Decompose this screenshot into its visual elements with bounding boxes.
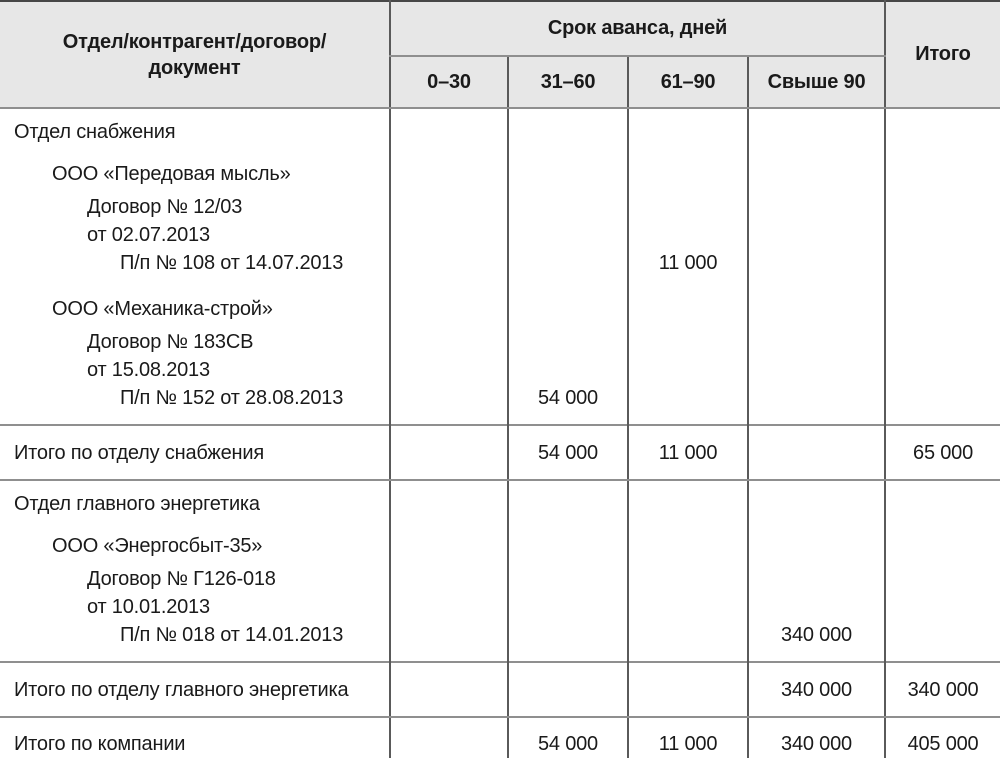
cell-bucket-31-60: [508, 193, 628, 221]
header-department-column: [0, 1, 390, 108]
table-row: [0, 356, 1000, 384]
table-header: [0, 1, 1000, 108]
cell-bucket-over-90: [748, 289, 885, 328]
cell-bucket-31-60: [508, 221, 628, 249]
cell-bucket-over-90: [748, 593, 885, 621]
cell-bucket-over-90: 340 000: [748, 662, 885, 717]
cell-bucket-61-90: [628, 662, 748, 717]
cell-bucket-0-30: [390, 425, 508, 480]
row-label: от 10.01.2013: [0, 593, 390, 621]
cell-bucket-over-90: [748, 193, 885, 221]
header-bucket-31-60: 31–60: [508, 56, 628, 108]
cell-bucket-0-30: [390, 384, 508, 425]
row-label: Договор № 12/03: [0, 193, 390, 221]
cell-bucket-0-30: [390, 221, 508, 249]
cell-total: [885, 328, 1000, 356]
cell-total: [885, 221, 1000, 249]
header-bucket-0-30: 0–30: [390, 56, 508, 108]
row-label: Итого по отделу снабжения: [0, 425, 390, 480]
cell-bucket-61-90: [628, 565, 748, 593]
row-label: от 15.08.2013: [0, 356, 390, 384]
cell-bucket-0-30: [390, 662, 508, 717]
table-row: [0, 425, 1000, 480]
cell-bucket-61-90: [628, 108, 748, 154]
cell-total: [885, 621, 1000, 662]
cell-bucket-0-30: [390, 621, 508, 662]
cell-bucket-over-90: [748, 154, 885, 193]
cell-bucket-over-90: [748, 565, 885, 593]
cell-bucket-61-90: [628, 621, 748, 662]
row-label: от 02.07.2013: [0, 221, 390, 249]
cell-bucket-61-90: 11 000: [628, 425, 748, 480]
table-row: [0, 108, 1000, 154]
cell-bucket-61-90: [628, 356, 748, 384]
cell-bucket-0-30: [390, 356, 508, 384]
cell-total: 405 000: [885, 717, 1000, 758]
cell-bucket-61-90: [628, 526, 748, 565]
cell-bucket-0-30: [390, 565, 508, 593]
row-label: П/п № 108 от 14.07.2013: [0, 249, 390, 289]
cell-total: 65 000: [885, 425, 1000, 480]
row-label: П/п № 152 от 28.08.2013: [0, 384, 390, 425]
table-row: [0, 289, 1000, 328]
header-bucket-over-90: Свыше 90: [748, 56, 885, 108]
row-label: ООО «Энергосбыт-35»: [0, 526, 390, 565]
cell-total: [885, 356, 1000, 384]
cell-bucket-over-90: [748, 221, 885, 249]
cell-bucket-61-90: [628, 289, 748, 328]
table-row: [0, 662, 1000, 717]
table-row: [0, 621, 1000, 662]
row-label: Договор № Г126-018: [0, 565, 390, 593]
cell-bucket-0-30: [390, 108, 508, 154]
row-label: Итого по компании: [0, 717, 390, 758]
cell-bucket-31-60: [508, 593, 628, 621]
cell-bucket-0-30: [390, 593, 508, 621]
cell-bucket-31-60: [508, 662, 628, 717]
table-row: [0, 328, 1000, 356]
cell-bucket-31-60: [508, 356, 628, 384]
cell-bucket-31-60: [508, 526, 628, 565]
cell-bucket-over-90: [748, 328, 885, 356]
cell-bucket-31-60: 54 000: [508, 425, 628, 480]
header-department-line2: документ: [148, 56, 241, 79]
cell-bucket-0-30: [390, 717, 508, 758]
cell-total: [885, 384, 1000, 425]
table-row: [0, 480, 1000, 526]
cell-total: [885, 565, 1000, 593]
cell-total: [885, 480, 1000, 526]
cell-bucket-over-90: [748, 249, 885, 289]
cell-bucket-61-90: [628, 593, 748, 621]
cell-bucket-over-90: 340 000: [748, 621, 885, 662]
cell-bucket-31-60: [508, 480, 628, 526]
cell-bucket-61-90: [628, 328, 748, 356]
header-bucket-61-90: 61–90: [628, 56, 748, 108]
cell-total: [885, 108, 1000, 154]
cell-bucket-over-90: [748, 480, 885, 526]
cell-bucket-over-90: [748, 425, 885, 480]
cell-bucket-0-30: [390, 526, 508, 565]
cell-bucket-0-30: [390, 154, 508, 193]
cell-bucket-61-90: [628, 193, 748, 221]
cell-bucket-61-90: [628, 221, 748, 249]
cell-total: [885, 526, 1000, 565]
table-row: [0, 221, 1000, 249]
row-label: Итого по отделу главного энергетика: [0, 662, 390, 717]
cell-bucket-61-90: 11 000: [628, 717, 748, 758]
header-advance-term-group: Срок аванса, дней: [390, 1, 885, 56]
cell-total: [885, 154, 1000, 193]
table-body: [0, 108, 1000, 758]
cell-bucket-31-60: 54 000: [508, 717, 628, 758]
row-label: Договор № 183СВ: [0, 328, 390, 356]
row-label: Отдел главного энергетика: [0, 480, 390, 526]
table-row: [0, 526, 1000, 565]
cell-bucket-0-30: [390, 328, 508, 356]
cell-bucket-over-90: [748, 384, 885, 425]
cell-bucket-61-90: [628, 480, 748, 526]
cell-total: [885, 193, 1000, 221]
cell-total: [885, 593, 1000, 621]
row-label: П/п № 018 от 14.01.2013: [0, 621, 390, 662]
table-row: [0, 593, 1000, 621]
header-department-line1: Отдел/контрагент/договор/: [62, 30, 327, 53]
table-row: [0, 565, 1000, 593]
cell-bucket-over-90: [748, 108, 885, 154]
cell-total: [885, 289, 1000, 328]
row-label: Отдел снабжения: [0, 108, 390, 154]
table-row: [0, 717, 1000, 758]
cell-total: 340 000: [885, 662, 1000, 717]
cell-bucket-31-60: [508, 108, 628, 154]
cell-bucket-0-30: [390, 289, 508, 328]
cell-bucket-31-60: [508, 154, 628, 193]
cell-total: [885, 249, 1000, 289]
cell-bucket-over-90: [748, 526, 885, 565]
header-row-group: [0, 1, 1000, 56]
cell-bucket-0-30: [390, 480, 508, 526]
cell-bucket-0-30: [390, 249, 508, 289]
table-row: [0, 384, 1000, 425]
cell-bucket-over-90: [748, 356, 885, 384]
header-total-column: Итого: [885, 1, 1000, 108]
cell-bucket-31-60: [508, 289, 628, 328]
cell-bucket-0-30: [390, 193, 508, 221]
cell-bucket-31-60: [508, 249, 628, 289]
row-label: ООО «Передовая мысль»: [0, 154, 390, 193]
table-row: [0, 249, 1000, 289]
row-label: ООО «Механика-строй»: [0, 289, 390, 328]
cell-bucket-31-60: [508, 565, 628, 593]
cell-bucket-61-90: [628, 384, 748, 425]
cell-bucket-31-60: [508, 621, 628, 662]
cell-bucket-61-90: [628, 154, 748, 193]
cell-bucket-31-60: 54 000: [508, 384, 628, 425]
cell-bucket-over-90: 340 000: [748, 717, 885, 758]
cell-bucket-61-90: 11 000: [628, 249, 748, 289]
table-row: [0, 154, 1000, 193]
table-row: [0, 193, 1000, 221]
cell-bucket-31-60: [508, 328, 628, 356]
